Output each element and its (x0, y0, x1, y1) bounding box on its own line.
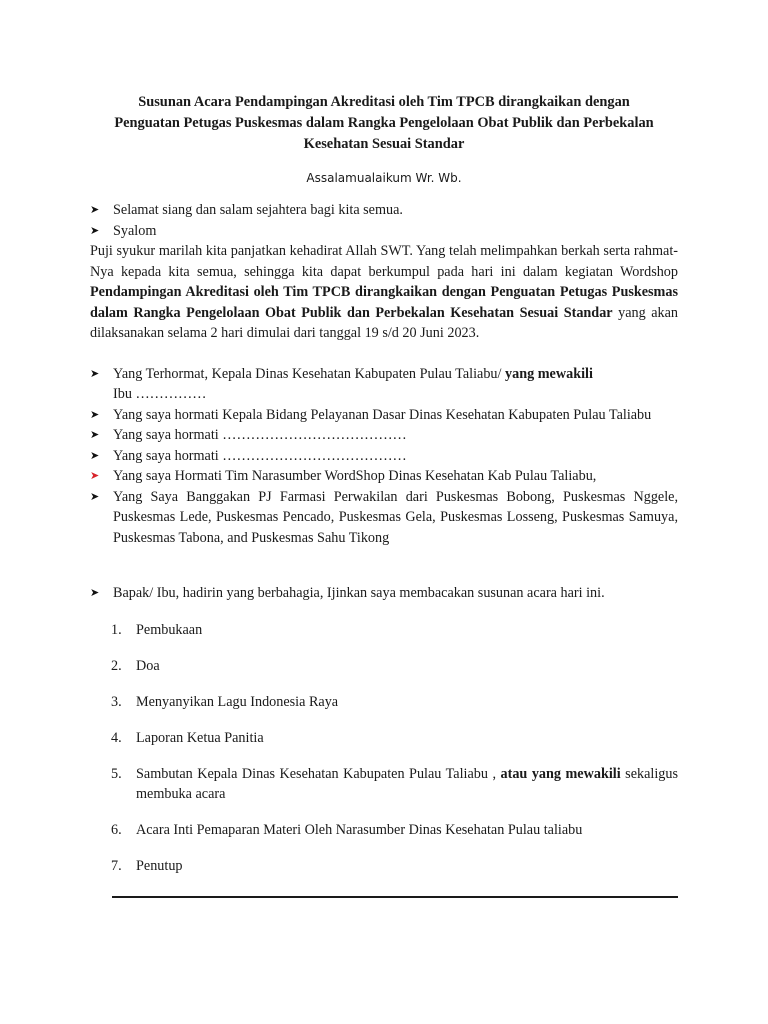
list-item-text: Yang saya Hormati Tim Narasumber WordShop Dinas Kesehatan Kab Pulau Taliabu, (113, 468, 597, 485)
arrow-bullet-icon: ➤ (90, 470, 100, 483)
list-item (90, 221, 678, 242)
agenda-number: 5. (111, 765, 122, 782)
agenda-item (90, 856, 678, 877)
agenda-text: Pembukaan (136, 621, 203, 638)
agenda-item (90, 764, 678, 805)
list-item-bold: yang mewakili (505, 365, 593, 382)
agenda-text: Laporan Ketua Panitia (136, 729, 264, 746)
greeting: Assalamualaikum Wr. Wb. (306, 171, 462, 186)
intro-event-name: Pendampingan Akreditasi oleh Tim TPCB dirangkaikan dengan Penguatan Petugas Puskesmas dalam Rangka Pengelolaan Obat Publik dan Perbekalan Kesehatan Sesuai Standar (90, 284, 678, 321)
list-item (90, 425, 678, 446)
arrow-bullet-icon: ➤ (90, 587, 100, 600)
agenda-text: Acara Inti Pemaparan Materi Oleh Narasumber Dinas Kesehatan Pulau taliabu (136, 822, 583, 839)
arrow-bullet-icon: ➤ (90, 449, 100, 462)
list-item-text: Yang saya hormati Kepala Bidang Pelayanan Dasar Dinas Kesehatan Kabupaten Pulau Taliabu (113, 406, 652, 423)
agenda-item (90, 656, 678, 677)
list-item (90, 466, 678, 487)
agenda-number: 3. (111, 693, 122, 710)
arrow-bullet-icon: ➤ (90, 429, 100, 442)
agenda-number: 4. (111, 729, 122, 746)
agenda-number: 2. (111, 657, 122, 674)
list-item-text: Yang Terhormat, Kepala Dinas Kesehatan Kabupaten Pulau Taliabu/ (113, 365, 506, 382)
agenda-number: 6. (111, 822, 122, 839)
agenda-text: Doa (136, 657, 160, 674)
list-item-text: Yang Saya Banggakan PJ Farmasi Perwakilan dari Puskesmas Bobong, Puskesmas Nggele, Puskesmas Lede, Puskesmas Pencado, Puskesmas Gela, Puskesmas Losseng, Puskesmas Samuya, Puskesmas Tabona, and Puskesmas Sahu Tikong (113, 488, 678, 546)
arrow-bullet-icon: ➤ (90, 367, 100, 380)
list-item-text: Syalom (113, 222, 157, 239)
title-line-3: Kesehatan Sesuai Standar (303, 135, 465, 152)
list-item-text: Bapak/ Ibu, hadirin yang berbahagia, Ijinkan saya membacakan susunan acara hari ini. (113, 585, 605, 602)
agenda-text: Sambutan Kepala Dinas Kesehatan Kabupaten Pulau Taliabu , (136, 765, 501, 782)
agenda-number: 7. (111, 858, 122, 875)
agenda-text: Menyanyikan Lagu Indonesia Raya (136, 693, 339, 710)
agenda-text-bold: atau yang mewakili (500, 765, 621, 782)
agenda-number: 1. (111, 621, 122, 638)
list-item (90, 583, 678, 604)
document-title (90, 92, 678, 154)
intro-text-end: yang akan dilaksanakan selama 2 hari dimulai dari tanggal 19 s/d 20 Juni 2023. (90, 304, 678, 342)
document-page (90, 92, 678, 892)
opening-list (90, 200, 678, 241)
list-item (90, 364, 678, 405)
agenda-text-tail: sekaligus membuka acara (136, 765, 678, 803)
title-line-1: Susunan Acara Pendampingan Akreditasi oleh Tim TPCB dirangkaikan dengan (138, 94, 630, 110)
agenda-list (90, 620, 678, 877)
list-item (90, 405, 678, 426)
list-item-text: Yang saya hormati ………………………………… (113, 447, 407, 464)
list-item (90, 487, 678, 549)
agenda-item (90, 620, 678, 641)
arrow-bullet-icon: ➤ (90, 204, 100, 217)
honors-list (90, 364, 678, 549)
list-item-text: Yang saya hormati ………………………………… (113, 427, 407, 444)
agenda-item (90, 728, 678, 749)
intro-text-start: Puji syukur marilah kita panjatkan kehadirat Allah SWT. Yang telah melimpahkan berkah serta rahmat-Nya kepada kita semua, sehingga kita dapat berkumpul pada hari ini dalam kegiatan Wordshop (90, 243, 678, 280)
title-line-2: Penguatan Petugas Puskesmas dalam Rangka Pengelolaan Obat Publik dan Perbekalan (114, 114, 654, 131)
agenda-item (90, 692, 678, 713)
intro-paragraph (90, 241, 678, 344)
list-item (90, 446, 678, 467)
arrow-bullet-icon: ➤ (90, 224, 100, 237)
list-item (90, 200, 678, 221)
arrow-bullet-icon: ➤ (90, 408, 100, 421)
agenda-item (90, 820, 678, 841)
list-item-subtext: Ibu …………… (113, 386, 207, 403)
list-item-text: Selamat siang dan salam sejahtera bagi kita semua. (113, 202, 403, 219)
arrow-bullet-icon: ➤ (90, 490, 100, 503)
announcement (90, 583, 678, 604)
bottom-rule (112, 896, 678, 898)
agenda-text: Penutup (136, 858, 183, 875)
